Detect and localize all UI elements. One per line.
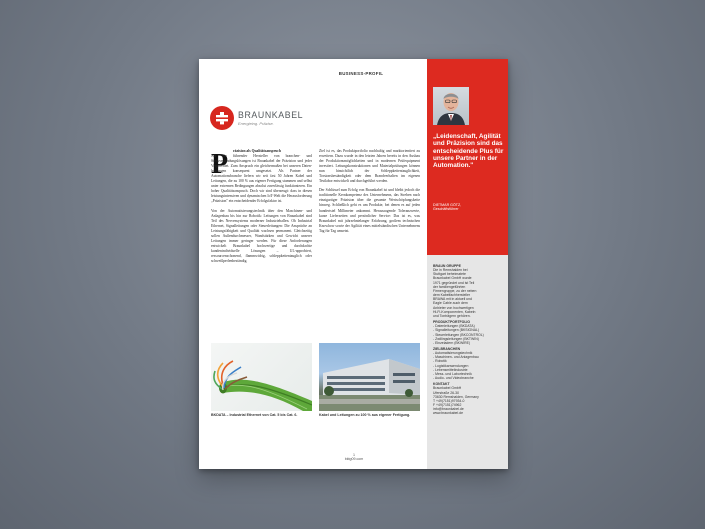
sidebar-heading: ZIELBRANCHEN (433, 346, 461, 351)
sidebar-line: F +49(7151)74962 (433, 403, 462, 407)
sidebar-heading: KONTAKT (433, 382, 450, 387)
sidebar-line: T +49(7151)97934-0 (433, 398, 465, 403)
braunkabel-logo (210, 106, 320, 132)
factory-photo (319, 343, 420, 411)
sidebar-line: Uferstraße 26-30 (433, 390, 459, 395)
drop-cap: P (211, 149, 229, 180)
sidebar-line: Die in Remshalden bei (433, 268, 468, 273)
sidebar-line: BRAWA mit in aktuell und (433, 297, 472, 302)
sidebar-line: Hi-Fi-Komponenten, Kabeln (433, 309, 476, 314)
sidebar-line: Eagle Cable auch dem (433, 301, 468, 306)
sidebar-line: - Mess- und Labortechnik (433, 371, 472, 376)
quote-author-role: Geschäftsführer (433, 207, 459, 212)
sidebar-line: - Robotik (433, 359, 447, 364)
brand-tagline: Energieing. Präzise. (238, 121, 274, 126)
sidebar-line: - Automatisierungstechnik (433, 351, 473, 356)
quote-panel (427, 59, 508, 255)
sidebar-line: - Einzeladern (BKWIRE) (433, 340, 471, 345)
quote-author (433, 203, 505, 212)
article-paragraph: Ziel ist es, das Produktportfolio nachhaltig und marktorientiert zu erweitern. Dazu wurde in den letzten Jahren bereits in den Ausbau der Produktionsmöglichkeiten und in modernen Prüfequipment investiert. Leitungskonstruktionen und Materialprüfungen können nun hinsichtlich der Schleppkettentauglichkeit, Torsionsbeständigkeit oder dem Brandverhalten im eigenen Testlabor entwickelt und durchgeführt werden. (319, 149, 420, 184)
article-paragraph: Als ein führender Hersteller von branchen- und Steckverbindungslösungen ist Braunkabel der Präzision und jeder Verpflichtet. Zum Anspruch ein gleichermaßen bei unseren Daten- leistungen konsequent umgesetzt. Als Partner der Automationsbranche liefern wir seit fast 50 Jahren Kabel und Leitungen, die zu 100 % aus eigener Fertigung stammen und selbst unter extremen Bedingungen absolut zuverlässig funktionieren. Ein hoher Qualitätsanspruch. Doch wir sind überzeugt: dass in diesen leistungsintensiven und dynamischen IoT-Welt die Herausforderung „Präzision" ein entscheidender Erfolgsfaktor ist. (211, 154, 312, 204)
quote-author-name: DIETMAR GÖTZ, (433, 203, 462, 207)
sidebar-line: - Zwillingsleitungen (BKTWIN) (433, 336, 479, 341)
sidebar-line: - Audio- und Videobranche (433, 376, 474, 381)
sidebar-heading: BRAUN GRUPPE (433, 264, 461, 268)
page-number: 1 (353, 453, 355, 457)
contact-website[interactable]: www.braunkabel.de (433, 411, 464, 416)
sidebar-line: der familiengeführten (433, 284, 466, 289)
article-paragraph: Von der Automatisierungstechnik über den Maschinen- und Anlagenbau bis hin zur Robotik: Leitungen von Braunkabel sind Teil des Nervensystems moderner Industriehallen. Ob Industrial Ethernet, Signalleitungen oder Steuerleitungen: Die Ansprüche an Leistungsfähigkeit und Qualität wachsen permanent. Gleichzeitig sollen Außendurchmesser, Wandstärken und Gewicht unserer Leitungen immer geringer werden. Für diese Anforderungen entwickelt Braunkabel hochwertige und durchdachte kundenindividuelle Lösungen – UL-approbiert, ressourcenschonend, flammwidrig, schleppkettentauglich oder schweißperlenbeständig. (211, 208, 312, 263)
sidebar-line: - Maschinen- und Anlagenbau (433, 355, 479, 360)
sidebar-line: Stuttgart beheimatete (433, 272, 466, 277)
footer-site: bktg09.com (344, 457, 364, 461)
sidebar-line: 1971 gegründet und ist Teil (433, 280, 475, 285)
sidebar-line: 73630 Remshalden, Germany (433, 394, 479, 399)
sidebar-line: - Lebensmittelindustrie (433, 367, 468, 372)
photo-caption: BKDATA – Industrial Ethernet von Cat. 5 bis Cat. 6. (211, 413, 298, 417)
sidebar-line: - Datenleitungen (BKDATA) (433, 324, 475, 329)
sidebar-line: - Steuerleitungen (BKCONTROL) (433, 332, 484, 337)
sidebar-line: Anbieter von hochwertigen (433, 305, 474, 310)
company-info-sidebar (427, 255, 508, 469)
sidebar-line: Braunkabel GmbH (433, 386, 462, 391)
sidebar-line: Braunkabel GmbH wurde (433, 276, 472, 281)
sidebar-heading: PRODUKTPORTFOLIO (433, 320, 471, 325)
page-footer (344, 453, 364, 461)
sidebar-line: dem Kabelfachhersteller (433, 293, 471, 298)
photo-caption: Kabel und Leitungen zu 100 % aus eigener Fertigung. (319, 413, 411, 417)
sidebar-line: Firmengruppe, zu der neben (433, 288, 477, 293)
pull-quote: „Leidenschaft, Agilität und Präzision sind das entscheidende Plus für unsere Partner in der Automation." (433, 133, 504, 170)
cable-photo (211, 343, 312, 411)
brand-name: BRAUNKABEL (238, 110, 304, 120)
sidebar-line: und Tonträgern gehören. (433, 313, 471, 318)
sidebar-line: - Signalleitungen (BKSIGNAL) (433, 328, 480, 333)
article-lead: räzision als Qualitätsanspruch (233, 149, 281, 153)
contact-email[interactable]: info@braunkabel.de (433, 407, 464, 412)
section-label: BUSINESS-PROFIL (338, 71, 384, 76)
portrait-photo (433, 87, 469, 125)
braunkabel-logo-icon (210, 106, 234, 130)
article-paragraph: Der Schlüssel zum Erfolg von Braunkabel ist und bleibt jedoch die traditionelle Kernkompetenz des Unternehmens, das Streben nach einzigartiger Präzision über die gesamte Wertschöpfungskette hinweg. Schließlich geht es um Produkte, bei denen es auf jeden hundertstel Millimeter ankommt. Herausragende Toleranzwerte, kurze Lieferzeiten und persönlicher Service: Das ist es, was Braunkabel mit jahrzehntelanger Erfahrung, großem technischen Knowhow sowie der Agilität eines mittelständischen Unternehmens Tag für Tag umsetzt. (319, 188, 420, 233)
sidebar-content (433, 262, 505, 415)
sidebar-line: - Logistikanwendungen (433, 363, 469, 368)
magazine-page (199, 59, 508, 469)
